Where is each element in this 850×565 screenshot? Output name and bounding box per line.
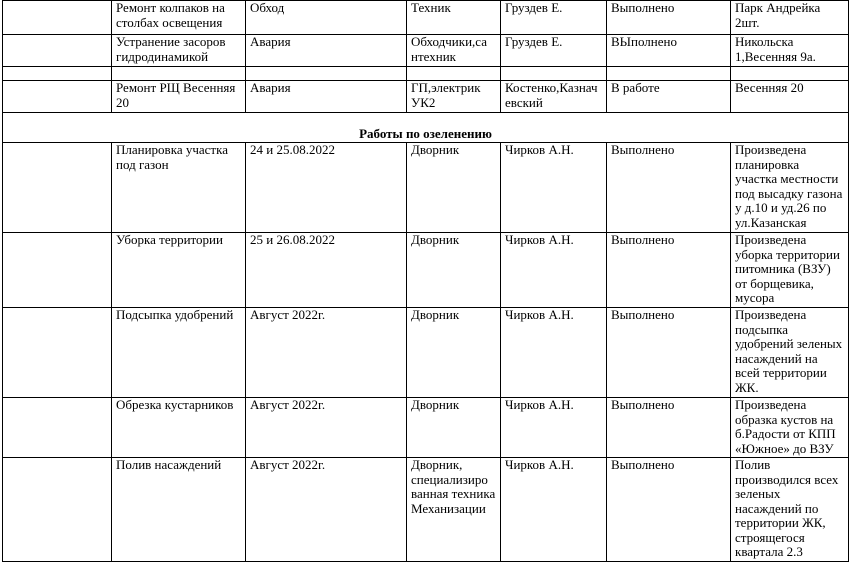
- responsible-cell: Груздев Е.: [501, 35, 607, 67]
- work-cell: Полив насаждений: [112, 458, 246, 562]
- note-cell: Произведена уборка территории питомника (ВЗУ) от борщевика, мусора: [731, 233, 849, 308]
- note-cell: Никольска 1,Весенняя 9а.: [731, 35, 849, 67]
- executor-cell: Техник: [407, 1, 501, 35]
- basis-cell: Август 2022г.: [246, 458, 407, 562]
- executor-cell: Дворник: [407, 143, 501, 233]
- status-cell: Выполнено: [607, 1, 731, 35]
- work-cell: Планировка участка под газон: [112, 143, 246, 233]
- executor-cell: Дворник, специализиро ванная техника Механизации: [407, 458, 501, 562]
- responsible-cell: Чирков А.Н.: [501, 233, 607, 308]
- executor-cell: Дворник: [407, 308, 501, 398]
- basis-cell: Авария: [246, 81, 407, 113]
- executor-cell: Обходчики,са нтехник: [407, 35, 501, 67]
- section-heading: Работы по озеленению: [3, 113, 849, 143]
- note-cell: Парк Андрейка 2шт.: [731, 1, 849, 35]
- basis-cell: Обход: [246, 1, 407, 35]
- table-row: [3, 81, 849, 113]
- table-row: [3, 1, 849, 35]
- basis-cell: 24 и 25.08.2022: [246, 143, 407, 233]
- row-index-cell: [3, 81, 112, 113]
- empty-cell: [246, 67, 407, 81]
- executor-cell: Дворник: [407, 233, 501, 308]
- empty-cell: [607, 67, 731, 81]
- empty-row: [3, 67, 849, 81]
- responsible-cell: Чирков А.Н.: [501, 143, 607, 233]
- basis-cell: 25 и 26.08.2022: [246, 233, 407, 308]
- status-cell: ВЫполнено: [607, 35, 731, 67]
- table-row: [3, 308, 849, 398]
- row-index-cell: [3, 233, 112, 308]
- basis-cell: Август 2022г.: [246, 308, 407, 398]
- status-cell: В работе: [607, 81, 731, 113]
- status-cell: Выполнено: [607, 458, 731, 562]
- table-row: [3, 35, 849, 67]
- responsible-cell: Груздев Е.: [501, 1, 607, 35]
- empty-cell: [3, 67, 112, 81]
- table-row: [3, 398, 849, 458]
- status-cell: Выполнено: [607, 398, 731, 458]
- work-cell: Устранение засоров гидродинамикой: [112, 35, 246, 67]
- row-index-cell: [3, 398, 112, 458]
- responsible-cell: Чирков А.Н.: [501, 458, 607, 562]
- row-index-cell: [3, 458, 112, 562]
- basis-cell: Авария: [246, 35, 407, 67]
- basis-cell: Август 2022г.: [246, 398, 407, 458]
- note-cell: Произведена подсыпка удобрений зеленых насаждений на всей территории ЖК.: [731, 308, 849, 398]
- row-index-cell: [3, 143, 112, 233]
- work-cell: Ремонт колпаков на столбах освещения: [112, 1, 246, 35]
- work-cell: Подсыпка удобрений: [112, 308, 246, 398]
- responsible-cell: Чирков А.Н.: [501, 398, 607, 458]
- note-cell: Весенняя 20: [731, 81, 849, 113]
- executor-cell: ГП,электрик УК2: [407, 81, 501, 113]
- note-cell: Полив производился всех зеленых насаждений по территории ЖК, строящегося квартала 2.3: [731, 458, 849, 562]
- empty-cell: [501, 67, 607, 81]
- table-row: [3, 143, 849, 233]
- work-cell: Уборка территории: [112, 233, 246, 308]
- note-cell: Произведена образка кустов на б.Радости от КПП «Южное» до ВЗУ: [731, 398, 849, 458]
- note-cell: Произведена планировка участка местности под высадку газона у д.10 и уд.26 по ул.Казанская: [731, 143, 849, 233]
- empty-cell: [112, 67, 246, 81]
- empty-cell: [731, 67, 849, 81]
- table-row: [3, 458, 849, 562]
- work-cell: Обрезка кустарников: [112, 398, 246, 458]
- table-row: [3, 233, 849, 308]
- empty-cell: [407, 67, 501, 81]
- row-index-cell: [3, 308, 112, 398]
- responsible-cell: Костенко,Казнач евский: [501, 81, 607, 113]
- row-index-cell: [3, 1, 112, 35]
- works-table: [2, 0, 849, 562]
- status-cell: Выполнено: [607, 143, 731, 233]
- status-cell: Выполнено: [607, 308, 731, 398]
- responsible-cell: Чирков А.Н.: [501, 308, 607, 398]
- section-heading-row: [3, 113, 849, 143]
- row-index-cell: [3, 35, 112, 67]
- status-cell: Выполнено: [607, 233, 731, 308]
- executor-cell: Дворник: [407, 398, 501, 458]
- work-cell: Ремонт РЩ Весенняя 20: [112, 81, 246, 113]
